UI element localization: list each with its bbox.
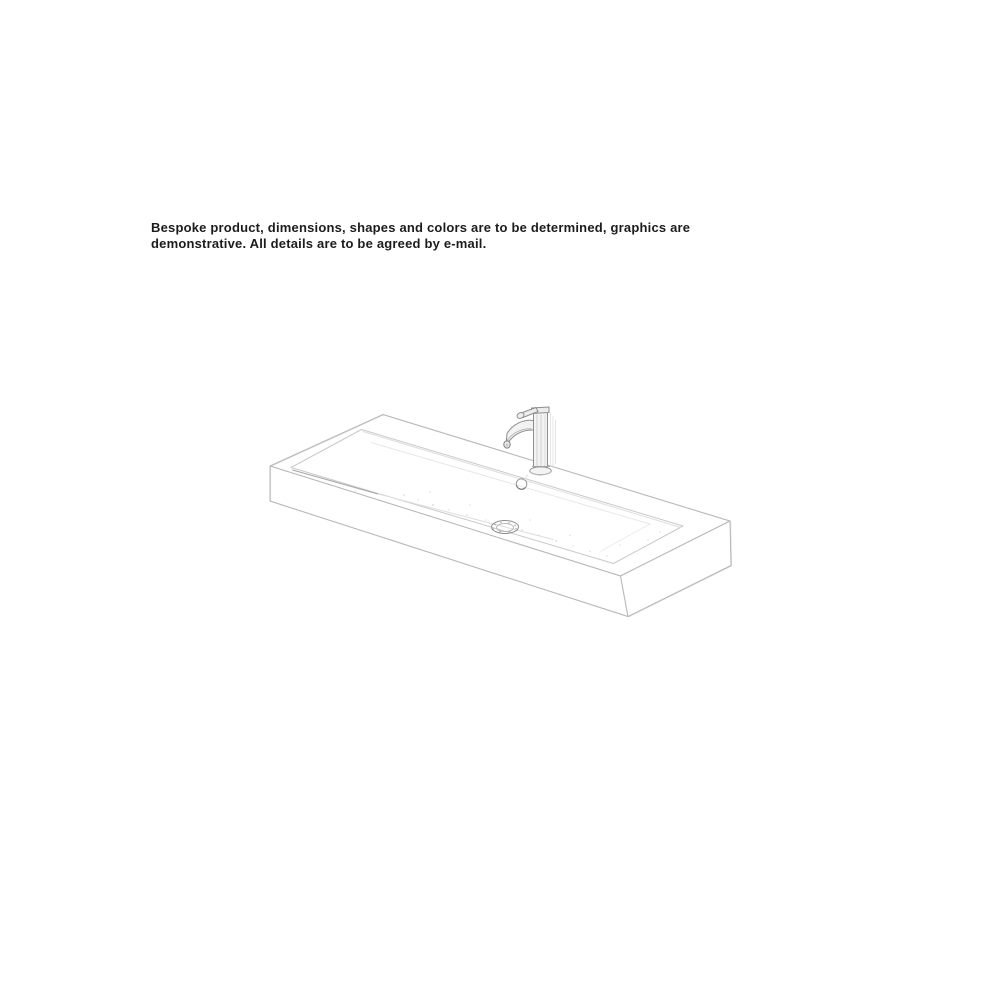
faucet-shading-lines xyxy=(551,413,556,466)
basin-body xyxy=(270,415,732,617)
disclaimer-line-1: Bespoke product, dimensions, shapes and colors are to be determined, graphics are xyxy=(151,220,691,235)
disclaimer-line-2: demonstrative. All details are to be agreed by e-mail. xyxy=(151,236,487,251)
faucet-spout-opening xyxy=(506,443,509,446)
